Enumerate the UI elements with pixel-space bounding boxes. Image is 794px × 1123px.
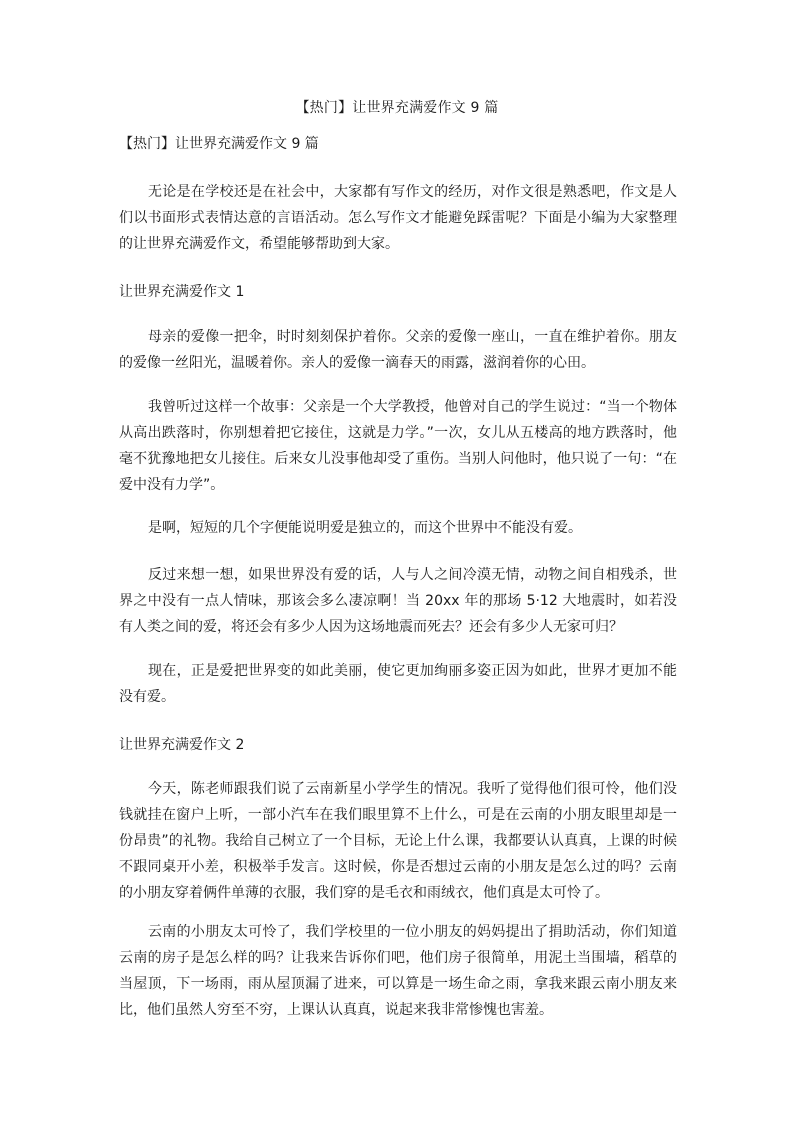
- intro-paragraph: 无论是在学校还是在社会中，大家都有写作文的经历，对作文很是熟悉吧，作文是人们以书面形式表情达意的言语活动。怎么写作文才能避免踩雷呢？下面是小编为大家整理的让世界充满爱作文，希望能够帮助到大家。: [119, 184, 677, 252]
- essay-2-heading: 让世界充满爱作文 2: [119, 737, 245, 753]
- essay-2-paragraph-2: 云南的小朋友太可怜了，我们学校里的一位小朋友的妈妈提出了捐助活动，你们知道云南的房子是怎么样的吗？让我来告诉你们吧，他们房子很简单，用泥土当围墙，稻草的当屋顶，下一场雨，雨从屋顶漏了进来，可以算是一场生命之雨，拿我来跟云南小朋友来比，他们虽然人穷至不穷，上课认认真真，说起来我非常惨愧也害羞。: [119, 924, 677, 1018]
- essay-1-paragraph-1: 母亲的爱像一把伞，时时刻刻保护着你。父亲的爱像一座山，一直在维护着你。朋友的爱像一丝阳光，温暖着你。亲人的爱像一滴春天的雨露，滋润着你的心田。: [119, 329, 677, 371]
- document-title: 【热门】让世界充满爱作文 9 篇: [295, 100, 499, 116]
- essay-1-paragraph-2: 我曾听过这样一个故事：父亲是一个大学教授，他曾对自己的学生说过：“当一个物体从高出跌落时，你别想着把它接住，这就是力学。”一次，女儿从五楼高的地方跌落时，他毫不犹豫地把女儿接住。后来女儿没事他却受了重伤。当别人问他时，他只说了一句：“在爱中没有力学”。: [119, 399, 677, 493]
- document-subtitle: 【热门】让世界充满爱作文 9 篇: [119, 136, 319, 152]
- essay-1-paragraph-5: 现在，正是爱把世界变的如此美丽，使它更加绚丽多姿正因为如此，世界才更加不能没有爱。: [119, 663, 677, 705]
- essay-1-paragraph-4: 反过来想一想，如果世界没有爱的话，人与人之间冷漠无情，动物之间自相残杀，世界之中没有一点人情味，那该会多么凄凉啊！当 20xx 年的那场 5·12 大地震时，如若没有人类之间的爱，将还会有多少人因为这场地震而死去？还会有多少人无家可归？: [119, 567, 677, 635]
- essay-1-paragraph-3: 是啊，短短的几个字便能说明爱是独立的，而这个世界中不能没有爱。: [148, 520, 582, 536]
- essay-1-heading: 让世界充满爱作文 1: [119, 284, 245, 300]
- essay-2-paragraph-1: 今天，陈老师跟我们说了云南新星小学学生的情况。我听了觉得他们很可怜，他们没钱就挂在窗户上听，一部小汽车在我们眼里算不上什么，可是在云南的小朋友眼里却是一份昂贵”的礼物。我给自己树立了一个目标，无论上什么课，我都要认认真真，上课的时候不跟同桌开小差，积极举手发言。这时候，你是否想过云南的小朋友是怎么过的吗？云南的小朋友穿着俩件单薄的衣服，我们穿的是毛衣和雨绒衣，他们真是太可怜了。: [119, 781, 677, 901]
